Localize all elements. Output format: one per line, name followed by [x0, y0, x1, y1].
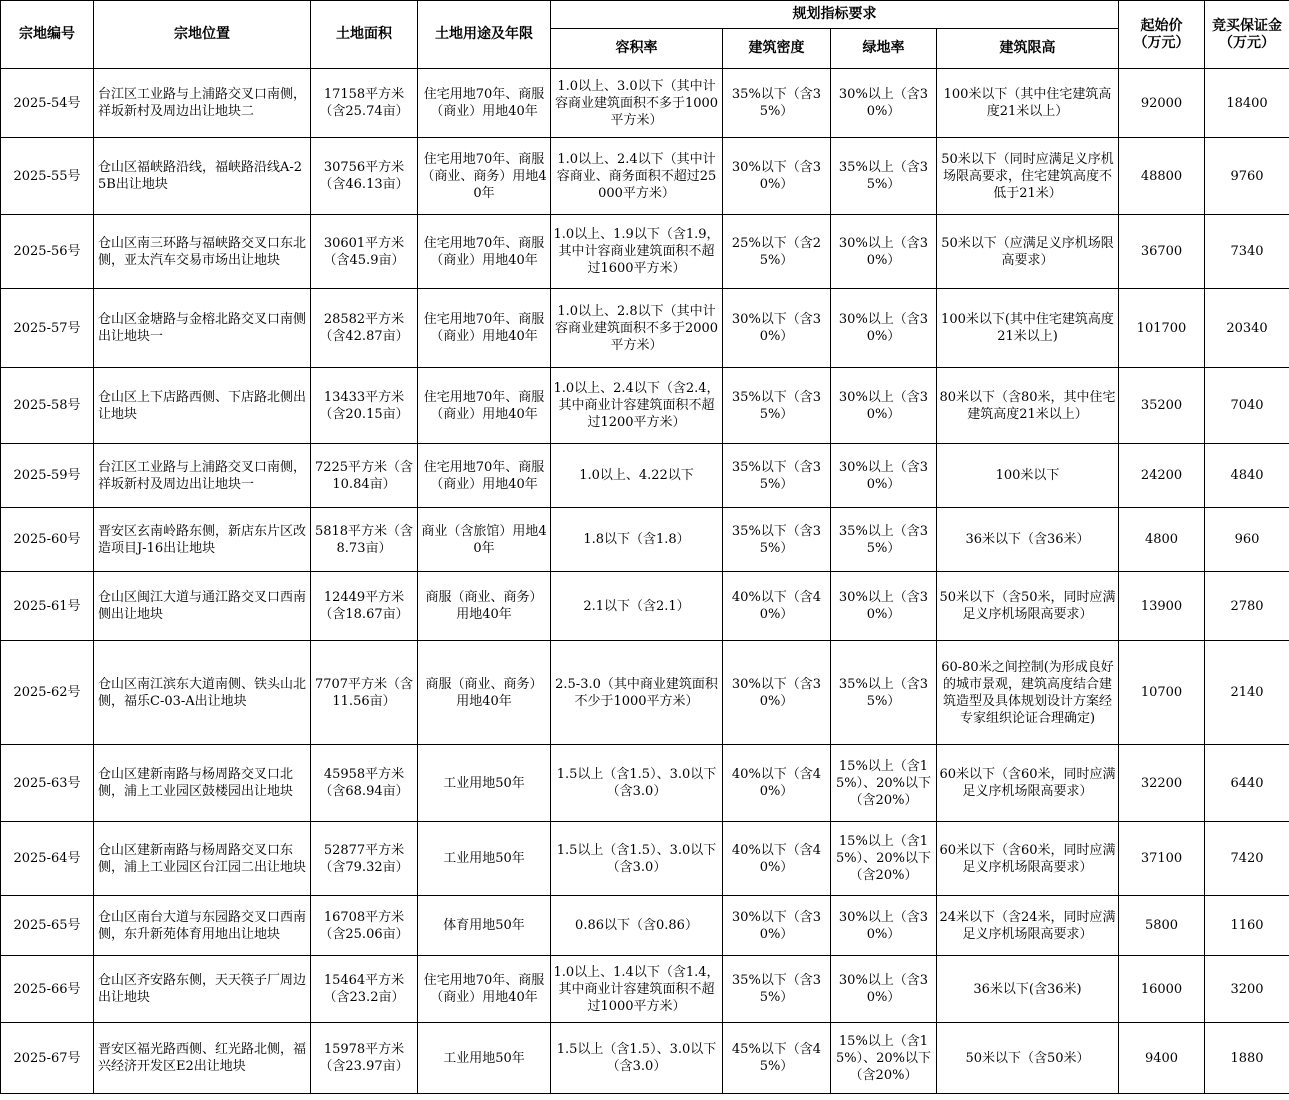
table-row — [1, 508, 1289, 572]
table-row — [1, 641, 1289, 745]
cell-price: 92000 — [1119, 69, 1205, 138]
cell-id: 2025-64号 — [1, 822, 94, 896]
cell-price: 24200 — [1119, 444, 1205, 508]
cell-price: 9400 — [1119, 1023, 1205, 1094]
cell-deposit: 7340 — [1205, 215, 1289, 289]
cell-height: 50米以下（应满足义序机场限高要求） — [937, 215, 1119, 289]
cell-deposit: 1160 — [1205, 896, 1289, 956]
cell-green: 30%以上（含30%） — [831, 956, 937, 1023]
cell-green: 30%以上（含30%） — [831, 215, 937, 289]
cell-height: 36米以下（含36米） — [937, 508, 1119, 572]
header-far: 容积率 — [551, 29, 723, 69]
cell-price: 35200 — [1119, 368, 1205, 444]
cell-area: 5818平方米（含8.73亩） — [311, 508, 418, 572]
cell-deposit: 7420 — [1205, 822, 1289, 896]
cell-location: 仓山区闽江大道与通江路交叉口西南侧出让地块 — [94, 572, 311, 641]
cell-use: 住宅用地70年、商服（商业）用地40年 — [418, 368, 551, 444]
cell-price: 5800 — [1119, 896, 1205, 956]
cell-area: 12449平方米（含18.67亩） — [311, 572, 418, 641]
cell-use: 商服（商业、商务）用地40年 — [418, 572, 551, 641]
cell-height: 60-80米之间控制(为形成良好的城市景观，建筑高度结合建筑造型及具体规划设计方案经专家组织论证合理确定) — [937, 641, 1119, 745]
header-green: 绿地率 — [831, 29, 937, 69]
cell-location: 仓山区建新南路与杨周路交叉口东侧，浦上工业园区台江园二出让地块 — [94, 822, 311, 896]
cell-far: 1.5以上（含1.5）、3.0以下（含3.0） — [551, 822, 723, 896]
header-density: 建筑密度 — [723, 29, 831, 69]
table-row — [1, 289, 1289, 368]
cell-area: 52877平方米（含79.32亩） — [311, 822, 418, 896]
cell-area: 28582平方米（含42.87亩） — [311, 289, 418, 368]
cell-use: 工业用地50年 — [418, 745, 551, 822]
cell-location: 仓山区南三环路与福峡路交叉口东北侧，亚太汽车交易市场出让地块 — [94, 215, 311, 289]
cell-location: 晋安区玄南岭路东侧，新店东片区改造项目J-16出让地块 — [94, 508, 311, 572]
cell-deposit: 4840 — [1205, 444, 1289, 508]
cell-use: 住宅用地70年、商服（商业）用地40年 — [418, 956, 551, 1023]
cell-green: 30%以上（含30%） — [831, 368, 937, 444]
table-row — [1, 1023, 1289, 1094]
header-location: 宗地位置 — [94, 1, 311, 69]
table-row — [1, 444, 1289, 508]
table-row — [1, 896, 1289, 956]
cell-price: 32200 — [1119, 745, 1205, 822]
cell-location: 仓山区金塘路与金榕北路交叉口南侧出让地块一 — [94, 289, 311, 368]
cell-far: 1.0以上、1.4以下（含1.4，其中商业计容建筑面积不超过1000平方米） — [551, 956, 723, 1023]
cell-deposit: 9760 — [1205, 138, 1289, 215]
cell-location: 仓山区福峡路沿线，福峡路沿线A-25B出让地块 — [94, 138, 311, 215]
cell-price: 101700 — [1119, 289, 1205, 368]
header-deposit: 竞买保证金 （万元） — [1205, 1, 1289, 69]
cell-location: 仓山区南江滨东大道南侧、铁头山北侧，福乐C-03-A出让地块 — [94, 641, 311, 745]
cell-location: 仓山区上下店路西侧、下店路北侧出让地块 — [94, 368, 311, 444]
cell-far: 2.5-3.0（其中商业建筑面积不少于1000平方米） — [551, 641, 723, 745]
cell-price: 13900 — [1119, 572, 1205, 641]
cell-price: 16000 — [1119, 956, 1205, 1023]
table-row — [1, 572, 1289, 641]
cell-area: 15464平方米（含23.2亩） — [311, 956, 418, 1023]
cell-use: 住宅用地70年、商服（商业、商务）用地40年 — [418, 138, 551, 215]
cell-deposit: 20340 — [1205, 289, 1289, 368]
cell-id: 2025-65号 — [1, 896, 94, 956]
cell-use: 商业（含旅馆）用地40年 — [418, 508, 551, 572]
cell-far: 1.0以上、4.22以下 — [551, 444, 723, 508]
cell-deposit: 2140 — [1205, 641, 1289, 745]
table-row — [1, 822, 1289, 896]
cell-far: 1.0以上、2.8以下（其中计容商业建筑面积不多于2000平方米） — [551, 289, 723, 368]
cell-height: 50米以下（含50米） — [937, 1023, 1119, 1094]
cell-green: 35%以上（含35%） — [831, 508, 937, 572]
cell-green: 15%以上（含15%）、20%以下（含20%） — [831, 745, 937, 822]
table-row — [1, 368, 1289, 444]
cell-use: 住宅用地70年、商服（商业）用地40年 — [418, 69, 551, 138]
cell-density: 40%以下（含40%） — [723, 822, 831, 896]
header-id: 宗地编号 — [1, 1, 94, 69]
cell-far: 1.0以上、1.9以下（含1.9，其中计容商业建筑面积不超过1600平方米） — [551, 215, 723, 289]
cell-deposit: 2780 — [1205, 572, 1289, 641]
cell-id: 2025-57号 — [1, 289, 94, 368]
header-area: 土地面积 — [311, 1, 418, 69]
table-row — [1, 956, 1289, 1023]
cell-density: 30%以下（含30%） — [723, 289, 831, 368]
cell-use: 体育用地50年 — [418, 896, 551, 956]
cell-area: 7225平方米（含10.84亩） — [311, 444, 418, 508]
cell-density: 25%以下（含25%） — [723, 215, 831, 289]
cell-far: 1.0以上、2.4以下（其中计容商业、商务面积不超过25000平方米） — [551, 138, 723, 215]
table-row — [1, 69, 1289, 138]
cell-deposit: 7040 — [1205, 368, 1289, 444]
cell-area: 16708平方米（含25.06亩） — [311, 896, 418, 956]
header-price: 起始价 （万元） — [1119, 1, 1205, 69]
cell-use: 工业用地50年 — [418, 822, 551, 896]
cell-green: 15%以上（含15%）、20%以下（含20%） — [831, 1023, 937, 1094]
cell-price: 10700 — [1119, 641, 1205, 745]
cell-use: 住宅用地70年、商服（商业）用地40年 — [418, 289, 551, 368]
cell-deposit: 6440 — [1205, 745, 1289, 822]
cell-id: 2025-62号 — [1, 641, 94, 745]
cell-density: 35%以下（含35%） — [723, 368, 831, 444]
cell-id: 2025-58号 — [1, 368, 94, 444]
table-row — [1, 215, 1289, 289]
cell-height: 60米以下（含60米，同时应满足义序机场限高要求） — [937, 822, 1119, 896]
cell-far: 1.0以上、2.4以下（含2.4，其中商业计容建筑面积不超过1200平方米） — [551, 368, 723, 444]
table-row — [1, 745, 1289, 822]
cell-price: 4800 — [1119, 508, 1205, 572]
cell-density: 35%以下（含35%） — [723, 508, 831, 572]
cell-id: 2025-59号 — [1, 444, 94, 508]
cell-density: 30%以下（含30%） — [723, 138, 831, 215]
cell-price: 37100 — [1119, 822, 1205, 896]
cell-far: 1.8以下（含1.8） — [551, 508, 723, 572]
cell-density: 40%以下（含40%） — [723, 745, 831, 822]
cell-deposit: 960 — [1205, 508, 1289, 572]
cell-price: 48800 — [1119, 138, 1205, 215]
cell-use: 住宅用地70年、商服（商业）用地40年 — [418, 215, 551, 289]
cell-location: 仓山区建新南路与杨周路交叉口北侧，浦上工业园区鼓楼园出让地块 — [94, 745, 311, 822]
cell-id: 2025-56号 — [1, 215, 94, 289]
header-height: 建筑限高 — [937, 29, 1119, 69]
cell-height: 60米以下（含60米，同时应满足义序机场限高要求） — [937, 745, 1119, 822]
cell-area: 30601平方米（含45.9亩） — [311, 215, 418, 289]
cell-deposit: 3200 — [1205, 956, 1289, 1023]
cell-height: 100米以下(其中住宅建筑高度21米以上) — [937, 289, 1119, 368]
cell-id: 2025-55号 — [1, 138, 94, 215]
cell-area: 45958平方米（含68.94亩） — [311, 745, 418, 822]
cell-id: 2025-61号 — [1, 572, 94, 641]
cell-deposit: 18400 — [1205, 69, 1289, 138]
cell-height: 50米以下（含50米，同时应满足义序机场限高要求） — [937, 572, 1119, 641]
cell-location: 台江区工业路与上浦路交叉口南侧，祥坂新村及周边出让地块二 — [94, 69, 311, 138]
cell-density: 30%以下（含30%） — [723, 896, 831, 956]
cell-location: 晋安区福光路西侧、红光路北侧，福兴经济开发区E2出让地块 — [94, 1023, 311, 1094]
cell-height: 100米以下 — [937, 444, 1119, 508]
cell-id: 2025-60号 — [1, 508, 94, 572]
cell-height: 50米以下（同时应满足义序机场限高要求，住宅建筑高度不低于21米） — [937, 138, 1119, 215]
cell-green: 30%以上（含30%） — [831, 572, 937, 641]
cell-green: 35%以上（含35%） — [831, 641, 937, 745]
cell-density: 30%以下（含30%） — [723, 641, 831, 745]
cell-area: 15978平方米（含23.97亩） — [311, 1023, 418, 1094]
cell-height: 100米以下（其中住宅建筑高度21米以上） — [937, 69, 1119, 138]
cell-density: 40%以下（含40%） — [723, 572, 831, 641]
cell-use: 工业用地50年 — [418, 1023, 551, 1094]
cell-use: 住宅用地70年、商服（商业）用地40年 — [418, 444, 551, 508]
cell-price: 36700 — [1119, 215, 1205, 289]
cell-green: 35%以上（含35%） — [831, 138, 937, 215]
cell-density: 35%以下（含35%） — [723, 444, 831, 508]
table-row — [1, 138, 1289, 215]
cell-far: 1.0以上、3.0以下（其中计容商业建筑面积不多于1000平方米） — [551, 69, 723, 138]
header-use: 土地用途及年限 — [418, 1, 551, 69]
cell-green: 30%以上（含30%） — [831, 289, 937, 368]
cell-area: 17158平方米（含25.74亩） — [311, 69, 418, 138]
cell-location: 仓山区齐安路东侧，天天筷子厂周边出让地块 — [94, 956, 311, 1023]
cell-green: 30%以上（含30%） — [831, 444, 937, 508]
cell-use: 商服（商业、商务）用地40年 — [418, 641, 551, 745]
header-planning: 规划指标要求 — [551, 1, 1119, 29]
cell-far: 1.5以上（含1.5）、3.0以下（含3.0） — [551, 745, 723, 822]
cell-far: 0.86以下（含0.86） — [551, 896, 723, 956]
cell-density: 45%以下（含45%） — [723, 1023, 831, 1094]
cell-height: 24米以下（含24米，同时应满足义序机场限高要求） — [937, 896, 1119, 956]
cell-id: 2025-54号 — [1, 69, 94, 138]
cell-far: 1.5以上（含1.5）、3.0以下（含3.0） — [551, 1023, 723, 1094]
cell-green: 30%以上（含30%） — [831, 896, 937, 956]
cell-location: 仓山区南台大道与东园路交叉口西南侧，东升新苑体育用地出让地块 — [94, 896, 311, 956]
cell-area: 7707平方米（含11.56亩） — [311, 641, 418, 745]
cell-location: 台江区工业路与上浦路交叉口南侧，祥坂新村及周边出让地块一 — [94, 444, 311, 508]
cell-id: 2025-63号 — [1, 745, 94, 822]
cell-area: 30756平方米（含46.13亩） — [311, 138, 418, 215]
cell-height: 36米以下(含36米) — [937, 956, 1119, 1023]
cell-id: 2025-66号 — [1, 956, 94, 1023]
cell-far: 2.1以下（含2.1） — [551, 572, 723, 641]
cell-green: 15%以上（含15%）、20%以下（含20%） — [831, 822, 937, 896]
cell-area: 13433平方米（含20.15亩） — [311, 368, 418, 444]
cell-height: 80米以下（含80米，其中住宅建筑高度21米以上） — [937, 368, 1119, 444]
cell-id: 2025-67号 — [1, 1023, 94, 1094]
cell-deposit: 1880 — [1205, 1023, 1289, 1094]
cell-density: 35%以下（含35%） — [723, 69, 831, 138]
cell-density: 35%以下（含35%） — [723, 956, 831, 1023]
cell-green: 30%以上（含30%） — [831, 69, 937, 138]
